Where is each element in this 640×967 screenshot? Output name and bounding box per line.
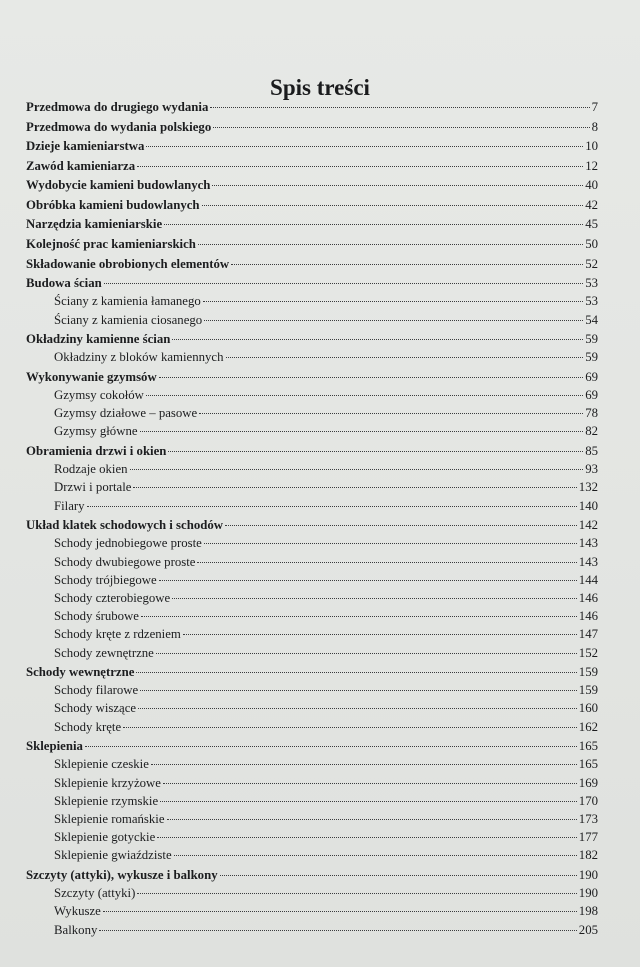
- toc-entry-label: Przedmowa do drugiego wydania: [26, 100, 209, 114]
- toc-page-number: 144: [578, 572, 598, 587]
- toc-entry-label: Sklepienia: [26, 739, 83, 754]
- toc-page-number: 143: [578, 536, 598, 551]
- toc-subsection-entry: [26, 884, 598, 902]
- toc-page-number: 142: [578, 518, 598, 533]
- toc-page-number: 177: [578, 830, 598, 845]
- toc-entry-label: Sklepienie gwiaździste: [54, 848, 172, 863]
- toc-page-number: 85: [585, 444, 598, 459]
- toc-page-number: 140: [578, 498, 598, 513]
- toc-subsection-entry: [26, 828, 598, 846]
- toc-page-number: 8: [591, 119, 598, 134]
- toc-entry-label: Filary: [54, 498, 85, 513]
- toc-chapter-entry: [26, 255, 598, 273]
- dot-leader: [159, 580, 577, 581]
- toc-entry-label: Wydobycie kamieni budowlanych: [26, 178, 211, 193]
- toc-page-number: 146: [578, 609, 598, 624]
- dot-leader: [130, 469, 584, 470]
- toc-page-number: 146: [578, 590, 598, 605]
- toc-chapter-entry: [26, 118, 598, 136]
- dot-leader: [151, 764, 577, 765]
- toc-subsection-entry: [26, 810, 598, 828]
- toc-entry-label: Sklepienie gotyckie: [54, 830, 156, 845]
- toc-subsection-entry: [26, 589, 598, 607]
- toc-subsection-entry: [26, 460, 598, 478]
- table-of-contents: [26, 98, 598, 939]
- dot-leader: [103, 911, 577, 912]
- toc-subsection-entry: [26, 553, 598, 571]
- toc-page-number: 10: [585, 139, 598, 154]
- toc-subsection-entry: [26, 478, 598, 496]
- dot-leader: [133, 487, 576, 488]
- dot-leader: [210, 107, 589, 108]
- dot-leader: [140, 431, 584, 432]
- dot-leader: [172, 598, 577, 599]
- toc-entry-label: Okładziny kamienne ścian: [26, 332, 171, 347]
- dot-leader: [123, 727, 577, 728]
- toc-entry-label: Sklepienie rzymskie: [54, 793, 159, 808]
- dot-leader: [99, 930, 576, 931]
- toc-entry-label: Schody zewnętrzne: [54, 645, 154, 660]
- toc-entry-label: Szczyty (attyki): [54, 886, 136, 901]
- toc-page-number: 173: [578, 811, 598, 826]
- dot-leader: [104, 283, 583, 284]
- toc-chapter-entry: [26, 98, 598, 116]
- toc-entry-label: Przedmowa do wydania polskiego: [26, 119, 212, 134]
- toc-page-number: 190: [578, 886, 598, 901]
- toc-chapter-entry: [26, 235, 598, 253]
- dot-leader: [156, 653, 577, 654]
- toc-page-number: 160: [578, 701, 598, 716]
- toc-subsection-entry: [26, 774, 598, 792]
- dot-leader: [146, 146, 583, 147]
- toc-chapter-entry: [26, 516, 598, 534]
- dot-leader: [163, 783, 577, 784]
- toc-subsection-entry: [26, 846, 598, 864]
- dot-leader: [220, 875, 577, 876]
- dot-leader: [226, 357, 584, 358]
- toc-entry-label: Dzieje kamieniarstwa: [26, 139, 145, 154]
- dot-leader: [138, 708, 577, 709]
- toc-page-number: 50: [585, 237, 598, 252]
- dot-leader: [199, 413, 583, 414]
- toc-chapter-entry: [26, 176, 598, 194]
- toc-subsection-entry: [26, 404, 598, 422]
- toc-entry-label: Schody wiszące: [54, 701, 137, 716]
- toc-subsection-entry: [26, 644, 598, 662]
- toc-page-number: 40: [585, 178, 598, 193]
- toc-page-number: 52: [585, 256, 598, 271]
- toc-entry-label: Gzymsy działowe – pasowe: [54, 406, 198, 421]
- toc-page-number: 182: [578, 848, 598, 863]
- dot-leader: [204, 320, 583, 321]
- toc-subsection-entry: [26, 755, 598, 773]
- toc-page-number: 59: [585, 332, 598, 347]
- toc-page-number: 93: [585, 462, 598, 477]
- toc-page-number: 159: [578, 665, 598, 680]
- toc-page-number: 205: [578, 922, 598, 937]
- toc-subsection-entry: [26, 921, 598, 939]
- toc-page-number: 147: [578, 627, 598, 642]
- dot-leader: [172, 339, 583, 340]
- toc-entry-label: Narzędzia kamieniarskie: [26, 217, 163, 232]
- toc-chapter-entry: [26, 274, 598, 292]
- page-title: Spis treści: [270, 75, 370, 101]
- toc-entry-label: Rodzaje okien: [54, 462, 128, 477]
- toc-page-number: 69: [585, 369, 598, 384]
- dot-leader: [183, 634, 577, 635]
- toc-entry-label: Schody kręte: [54, 719, 122, 734]
- toc-page-number: 162: [578, 719, 598, 734]
- toc-subsection-entry: [26, 386, 598, 404]
- toc-page-number: 143: [578, 554, 598, 569]
- toc-page-number: 159: [578, 683, 598, 698]
- toc-entry-label: Sklepienie krzyżowe: [54, 775, 161, 790]
- dot-leader: [198, 244, 583, 245]
- toc-page-number: 198: [578, 904, 598, 919]
- dot-leader: [146, 395, 583, 396]
- toc-page-number: 42: [585, 197, 598, 212]
- dot-leader: [137, 893, 576, 894]
- toc-chapter-entry: [26, 196, 598, 214]
- toc-entry-label: Balkony: [54, 922, 98, 937]
- dot-leader: [85, 746, 577, 747]
- toc-subsection-entry: [26, 311, 598, 329]
- dot-leader: [141, 616, 577, 617]
- toc-entry-label: Schody filarowe: [54, 683, 139, 698]
- toc-entry-label: Szczyty (attyki), wykusze i balkony: [26, 867, 218, 882]
- dot-leader: [136, 672, 576, 673]
- toc-entry-label: Obramienia drzwi i okien: [26, 444, 167, 459]
- toc-entry-label: Schody trójbiegowe: [54, 572, 157, 587]
- dot-leader: [197, 562, 576, 563]
- dot-leader: [159, 377, 584, 378]
- dot-leader: [160, 801, 577, 802]
- dot-leader: [168, 451, 583, 452]
- toc-page-number: 165: [578, 757, 598, 772]
- toc-entry-label: Wykonywanie gzymsów: [26, 369, 157, 384]
- toc-page-number: 59: [585, 350, 598, 365]
- toc-entry-label: Schody dwubiegowe proste: [54, 554, 196, 569]
- toc-chapter-entry: [26, 663, 598, 681]
- toc-entry-label: Budowa ścian: [26, 276, 102, 291]
- toc-page-number: 53: [585, 294, 598, 309]
- toc-entry-label: Schody wewnętrzne: [26, 665, 135, 680]
- dot-leader: [157, 837, 577, 838]
- toc-page-number: 78: [585, 406, 598, 421]
- dot-leader: [140, 690, 577, 691]
- toc-entry-label: Schody czterobiegowe: [54, 590, 171, 605]
- toc-page-number: 152: [578, 645, 598, 660]
- dot-leader: [174, 855, 577, 856]
- toc-page-number: 54: [585, 312, 598, 327]
- toc-subsection-entry: [26, 497, 598, 515]
- toc-page-number: 190: [578, 867, 598, 882]
- toc-page-number: 7: [591, 100, 598, 114]
- dot-leader: [164, 224, 583, 225]
- toc-chapter-entry: [26, 157, 598, 175]
- toc-subsection-entry: [26, 902, 598, 920]
- toc-entry-label: Ściany z kamienia ciosanego: [54, 312, 203, 327]
- toc-subsection-entry: [26, 422, 598, 440]
- toc-subsection-entry: [26, 348, 598, 366]
- toc-subsection-entry: [26, 292, 598, 310]
- toc-entry-label: Gzymsy cokołów: [54, 388, 144, 403]
- toc-entry-label: Sklepienie romańskie: [54, 811, 165, 826]
- toc-page-number: 170: [578, 793, 598, 808]
- toc-entry-label: Wykusze: [54, 904, 101, 919]
- toc-subsection-entry: [26, 718, 598, 736]
- toc-entry-label: Drzwi i portale: [54, 480, 132, 495]
- toc-entry-label: Schody kręte z rdzeniem: [54, 627, 181, 642]
- dot-leader: [137, 166, 583, 167]
- dot-leader: [167, 819, 577, 820]
- toc-entry-label: Sklepienie czeskie: [54, 757, 149, 772]
- toc-page-number: 69: [585, 388, 598, 403]
- dot-leader: [225, 525, 577, 526]
- toc-page-number: 169: [578, 775, 598, 790]
- dot-leader: [204, 543, 577, 544]
- dot-leader: [202, 205, 584, 206]
- toc-entry-label: Składowanie obrobionych elementów: [26, 256, 230, 271]
- toc-entry-label: Okładziny z bloków kamiennych: [54, 350, 224, 365]
- dot-leader: [212, 185, 583, 186]
- toc-chapter-entry: [26, 215, 598, 233]
- toc-subsection-entry: [26, 699, 598, 717]
- toc-subsection-entry: [26, 534, 598, 552]
- dot-leader: [87, 506, 577, 507]
- toc-chapter-entry: [26, 442, 598, 460]
- toc-chapter-entry: [26, 137, 598, 155]
- toc-subsection-entry: [26, 792, 598, 810]
- toc-chapter-entry: [26, 368, 598, 386]
- toc-entry-label: Ściany z kamienia łamanego: [54, 294, 201, 309]
- toc-entry-label: Kolejność prac kamieniarskich: [26, 237, 196, 252]
- toc-entry-label: Zawód kamieniarza: [26, 158, 136, 173]
- toc-entry-label: Schody jednobiegowe proste: [54, 536, 202, 551]
- toc-subsection-entry: [26, 681, 598, 699]
- toc-chapter-entry: [26, 737, 598, 755]
- toc-subsection-entry: [26, 571, 598, 589]
- toc-subsection-entry: [26, 625, 598, 643]
- dot-leader: [213, 127, 589, 128]
- dot-leader: [203, 301, 583, 302]
- toc-entry-label: Układ klatek schodowych i schodów: [26, 518, 223, 533]
- toc-entry-label: Gzymsy główne: [54, 424, 138, 439]
- toc-chapter-entry: [26, 866, 598, 884]
- toc-entry-label: Schody śrubowe: [54, 609, 139, 624]
- toc-page-number: 53: [585, 276, 598, 291]
- toc-page-number: 132: [578, 480, 598, 495]
- toc-subsection-entry: [26, 607, 598, 625]
- toc-page-number: 165: [578, 739, 598, 754]
- toc-page-number: 82: [585, 424, 598, 439]
- dot-leader: [231, 264, 583, 265]
- toc-page-number: 45: [585, 217, 598, 232]
- toc-page-number: 12: [585, 158, 598, 173]
- toc-chapter-entry: [26, 330, 598, 348]
- toc-entry-label: Obróbka kamieni budowlanych: [26, 197, 200, 212]
